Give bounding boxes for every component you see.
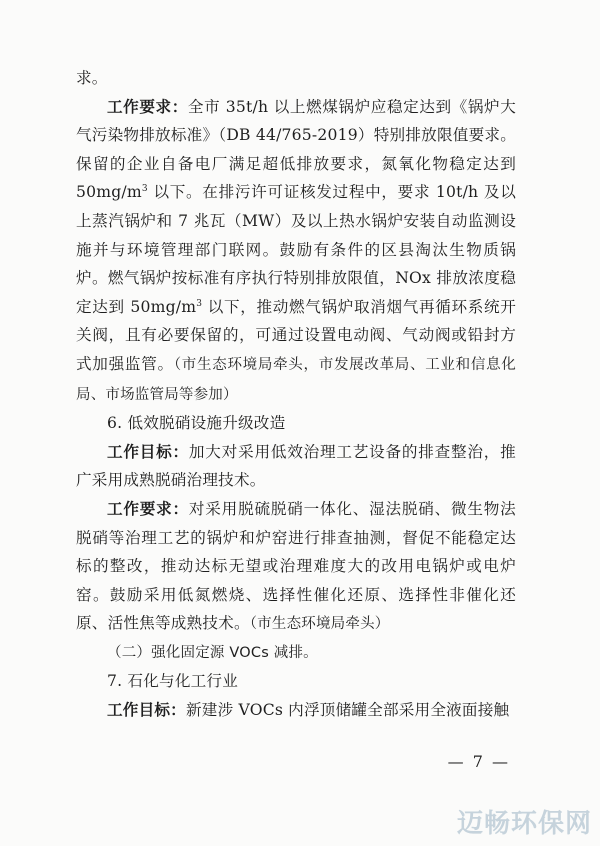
text-segment: 加大对采用低效治理工艺设备的排查整治，推广采用成熟脱硝治理技术。 xyxy=(76,442,516,490)
label-work-goal: 工作目标： xyxy=(107,701,186,720)
site-watermark: 迈畅环保网 xyxy=(456,809,592,839)
text-segment: 以下。在排污许可证核发过程中，要求 10t/h 及以上蒸汽锅炉和 7 兆瓦（MW）及以上热水锅炉安装自动监测设施并与环境管理部门联网。鼓励有条件的区县淘汰生物质锅炉。燃气锅炉按标准有序执行特别排放限值，NOx 排放浓度稳定达到 50mg/m xyxy=(76,183,516,316)
label-work-requirement: 工作要求： xyxy=(107,97,188,116)
paragraph-work-goal-petrochemical xyxy=(76,696,516,725)
paragraph-work-requirement-denitrification xyxy=(76,495,516,639)
text-segment: 以下，推动燃气锅炉取消烟气再循环系统开关阀，且有必要保留的，可通过设置电动阀、气动阀或铅封方式加强监管。 xyxy=(76,297,516,373)
text-segment: 新建涉 VOCs 内浮顶储罐全部采用全液面接触 xyxy=(185,701,510,720)
text-segment: 对采用脱硫脱硝一体化、湿法脱硝、微生物法脱硝等治理工艺的锅炉和炉窑进行排查抽测，督促不能稳定达标的整改，推动达标无望或治理难度大的改用电锅炉或电炉窑。鼓励采用低氮燃烧、选择性催化还原、选择性非催化还原、活性焦等成熟技术。 xyxy=(76,499,516,633)
label-work-requirement: 工作要求： xyxy=(107,499,189,518)
page-number: — 7 — xyxy=(447,752,510,771)
body-text xyxy=(76,64,516,725)
paragraph-work-goal-denitrification xyxy=(76,438,516,495)
responsible-note: （市生态环境局牵头） xyxy=(249,616,390,633)
paragraph-continuation: 求。 xyxy=(76,69,108,87)
text-segment: 全市 35t/h 以上燃煤锅炉应稳定达到《锅炉大气污染物排放标准》（DB 44/765-2019）特别排放限值要求。保留的企业自备电厂满足超低排放要求，氮氧化物稳定达到 50mg/m xyxy=(76,97,516,202)
section-heading-6: 6. 低效脱硝设施升级改造 xyxy=(107,414,286,433)
responsible-note: （市生态环境局牵头，市发展改革局、工业和信息化局、市场监管局等参加） xyxy=(76,356,516,403)
section-heading-7: 7. 石化与化工行业 xyxy=(107,672,238,691)
superscript: 3 xyxy=(196,298,203,309)
paragraph-work-requirement-boilers xyxy=(76,93,516,410)
superscript: 3 xyxy=(141,184,148,195)
label-work-goal: 工作目标： xyxy=(107,442,189,461)
section-heading-vocs: （二）强化固定源 VOCs 减排。 xyxy=(107,644,318,661)
